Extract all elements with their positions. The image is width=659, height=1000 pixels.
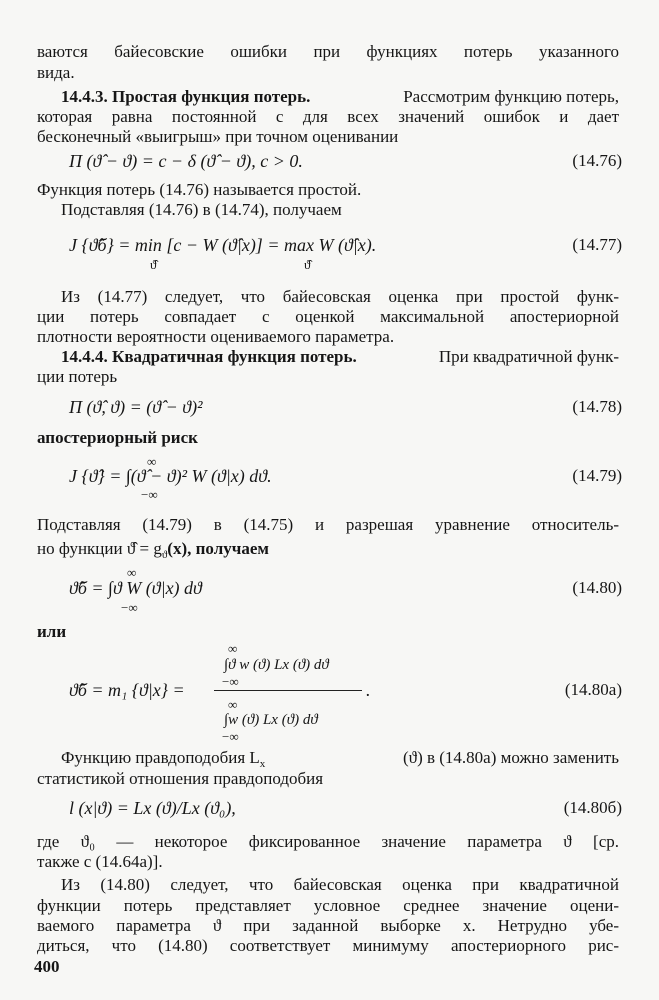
text-line-4: которая равна постоянной c для всех значений ошибок и дает bbox=[37, 107, 619, 126]
text-line-9: ции потерь совпадает с оценкой максимальной апостериорной bbox=[37, 307, 619, 326]
integral-lower-limit-14-80: −∞ bbox=[121, 600, 138, 615]
text-line-3 bbox=[61, 87, 619, 107]
text-line-21: Из (14.80) следует, что байесовская оценка при квадратичной bbox=[61, 875, 619, 894]
text-line-14: Подставляя (14.79) в (14.75) и разрешая уравнение относитель- bbox=[37, 515, 619, 534]
equation-14-77-under-max: ϑ̂ bbox=[304, 257, 311, 272]
equation-14-80: ϑ̂б = ∫ϑ W (ϑ|x) dϑ bbox=[69, 578, 202, 598]
text-line-13: апостериорный риск bbox=[37, 428, 198, 447]
integral-upper-limit-14-79: ∞ bbox=[147, 454, 157, 469]
text-line-23: ваемого параметра ϑ при заданной выборке x. Нетрудно убе- bbox=[37, 916, 619, 935]
equation-14-80a-dot: . bbox=[366, 680, 371, 700]
equation-number-14-79: (14.79) bbox=[572, 466, 622, 485]
integral-upper-limit-den: ∞ bbox=[228, 697, 238, 712]
text-line-19: где ϑ₀ — некоторое фиксированное значение параметра ϑ [ср. bbox=[37, 832, 619, 851]
text-line-22: функции потерь представляет условное среднее значение оцени- bbox=[37, 896, 619, 915]
equation-14-76: Π (ϑ̂ − ϑ) = c − δ (ϑ̂ − ϑ), c > 0. bbox=[69, 151, 303, 171]
page-number: 400 bbox=[34, 957, 60, 976]
integral-lower-limit-num: −∞ bbox=[222, 674, 239, 689]
equation-number-14-78: (14.78) bbox=[572, 397, 622, 416]
text-line-12: ции потерь bbox=[37, 367, 118, 386]
equation-14-77: J {ϑ̂б} = min [c − W (ϑ̂|x)] = max W (ϑ̂|x). bbox=[69, 235, 377, 255]
text-line-18: статистикой отношения правдоподобия bbox=[37, 769, 324, 788]
equation-number-14-80a: (14.80a) bbox=[564, 680, 622, 699]
text-line-3-rest: Рассмотрим функцию потерь, bbox=[403, 87, 619, 106]
equation-number-14-76: (14.76) bbox=[572, 151, 622, 170]
text-line-17-rest: (ϑ) в (14.80a) можно заменить bbox=[402, 748, 619, 767]
equation-14-80b: l (x|ϑ) = Lx (ϑ)/Lx (ϑ₀), bbox=[69, 798, 236, 818]
text-line-2: вида. bbox=[37, 63, 75, 82]
integral-upper-limit-14-80: ∞ bbox=[127, 565, 137, 580]
text-line-10: плотности вероятности оцениваемого параметра. bbox=[37, 327, 395, 346]
text-line-6: Функция потерь (14.76) называется простой. bbox=[37, 180, 362, 199]
text-line-24: диться, что (14.80) соответствует минимуму апостериорного рис- bbox=[37, 936, 619, 955]
text-line-15-rest: (x), получаем bbox=[167, 539, 269, 558]
equation-number-14-80b: (14.80б) bbox=[563, 798, 622, 817]
integral-lower-limit-14-79: −∞ bbox=[141, 487, 158, 502]
text-line-11 bbox=[61, 347, 619, 367]
equation-number-14-77: (14.77) bbox=[572, 235, 622, 254]
text-line-15 bbox=[37, 539, 269, 561]
equation-14-79: J {ϑ̂} = ∫(ϑ̂ − ϑ)² W (ϑ|x) dϑ. bbox=[69, 466, 272, 486]
equation-14-80a-lhs: ϑ̂б = m₁ {ϑ|x} = bbox=[69, 680, 185, 700]
text-line-7: Подставляя (14.76) в (14.74), получаем bbox=[61, 200, 342, 219]
equation-14-80a-numerator: ∫ϑ w (ϑ) Lx (ϑ) dϑ bbox=[224, 657, 329, 673]
text-line-20: также с (14.64a)]. bbox=[37, 852, 163, 871]
text-line-17-start: Функцию правдоподобия $L_x$ bbox=[61, 748, 266, 770]
text-line-15-subscript: ϑ bbox=[161, 549, 168, 561]
equation-14-77-under-min: ϑ̂ bbox=[150, 257, 157, 272]
text-line-1: ваются байесовские ошибки при функциях потерь указанного bbox=[37, 42, 619, 61]
fraction-bar-14-80a bbox=[214, 690, 362, 691]
text-line-17 bbox=[61, 748, 619, 770]
text-line-16: или bbox=[37, 622, 67, 641]
integral-lower-limit-den: −∞ bbox=[222, 729, 239, 744]
text-line-15-start: но функции ϑ̂ = g bbox=[37, 539, 162, 558]
section-heading-14-4-3: 14.4.3. Простая функция потерь. bbox=[61, 87, 311, 106]
equation-number-14-80: (14.80) bbox=[572, 578, 622, 597]
text-line-8: Из (14.77) следует, что байесовская оценка при простой функ- bbox=[61, 287, 619, 306]
integral-upper-limit-num: ∞ bbox=[228, 641, 238, 656]
text-line-5: бесконечный «выигрыш» при точном оценивании bbox=[37, 127, 399, 146]
text-line-11-rest: При квадратичной функ- bbox=[438, 347, 619, 366]
equation-14-80a-denominator: ∫w (ϑ) Lx (ϑ) dϑ bbox=[224, 712, 318, 728]
section-heading-14-4-4: 14.4.4. Квадратичная функция потерь. bbox=[61, 347, 357, 366]
equation-14-78: Π (ϑ̂, ϑ) = (ϑ̂ − ϑ)² bbox=[69, 397, 203, 417]
